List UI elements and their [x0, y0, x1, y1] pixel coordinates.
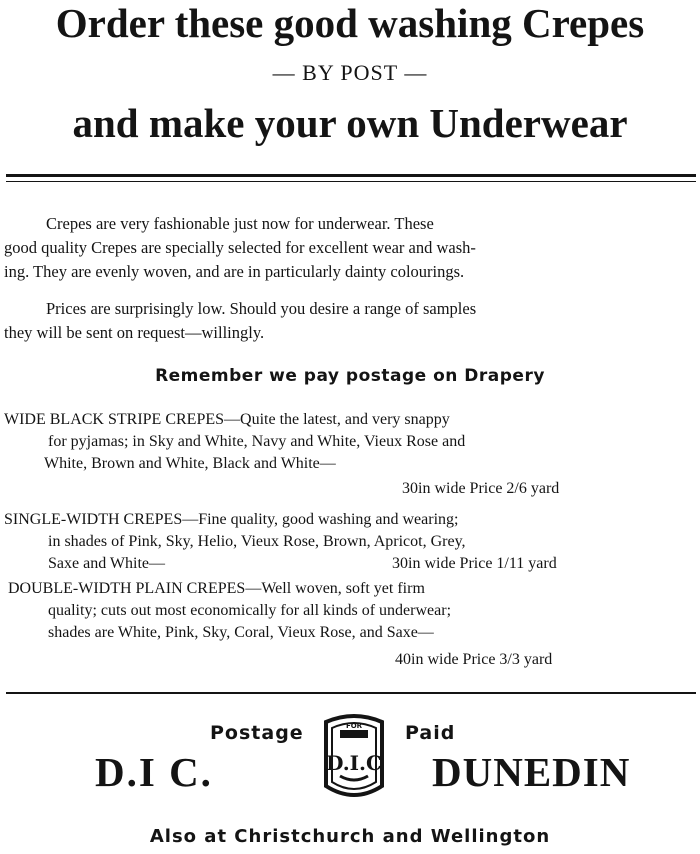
intro-line-1: Crepes are very fashionable just now for underwear. These — [46, 214, 434, 233]
branch-locations: Also at Christchurch and Wellington — [149, 826, 551, 847]
city-name: DUNEDIN — [432, 749, 631, 795]
postage-notice: Remember we pay postage on Drapery — [155, 366, 545, 386]
divider-thick — [6, 174, 696, 177]
logo-top-text: FOR — [345, 722, 363, 730]
divider-thin — [6, 181, 696, 182]
product-2-line-2: in shades of Pink, Sky, Helio, Vieux Rose, Brown, Apricot, Grey, — [48, 533, 466, 550]
logo-monogram: D.I.C — [326, 751, 382, 775]
product-2-line-1: SINGLE-WIDTH CREPES—Fine quality, good washing and wearing; — [4, 511, 459, 528]
intro-line-4: Prices are surprisingly low. Should you desire a range of samples — [46, 299, 477, 318]
headline-title: Order these good washing Crepes — [55, 0, 645, 46]
company-name: D.I C. — [95, 749, 213, 795]
byline: — BY POST — — [272, 60, 428, 85]
intro-line-5: they will be sent on request—willingly. — [4, 323, 265, 342]
product-3-line-1: DOUBLE-WIDTH PLAIN CREPES—Well woven, soft yet firm — [8, 580, 425, 597]
intro-line-2: good quality Crepes are specially selected for excellent wear and wash- — [4, 238, 476, 257]
postage-label: Postage — [210, 722, 304, 744]
product-3-price: 40in wide Price 3/3 yard — [395, 651, 553, 668]
footer-divider — [6, 692, 696, 694]
headline-subtitle: and make your own Underwear — [72, 100, 628, 146]
product-3-line-2: quality; cuts out most economically for all kinds of underwear; — [48, 602, 452, 619]
product-1-line-1: WIDE BLACK STRIPE CREPES—Quite the latest, and very snappy — [4, 411, 450, 428]
product-2-line-3: Saxe and White— — [48, 555, 166, 572]
product-3-line-3: shades are White, Pink, Sky, Coral, Vieux Rose, and Saxe— — [48, 624, 434, 641]
product-2-price: 30in wide Price 1/11 yard — [392, 555, 557, 572]
dic-shield-logo — [320, 712, 388, 804]
product-1-price: 30in wide Price 2/6 yard — [402, 480, 560, 497]
intro-line-3: ing. They are evenly woven, and are in particularly dainty colourings. — [4, 262, 465, 281]
product-1-line-2: for pyjamas; in Sky and White, Navy and White, Vieux Rose and — [48, 433, 466, 450]
paid-label: Paid — [405, 722, 456, 744]
product-1-line-3: White, Brown and White, Black and White— — [44, 455, 336, 472]
